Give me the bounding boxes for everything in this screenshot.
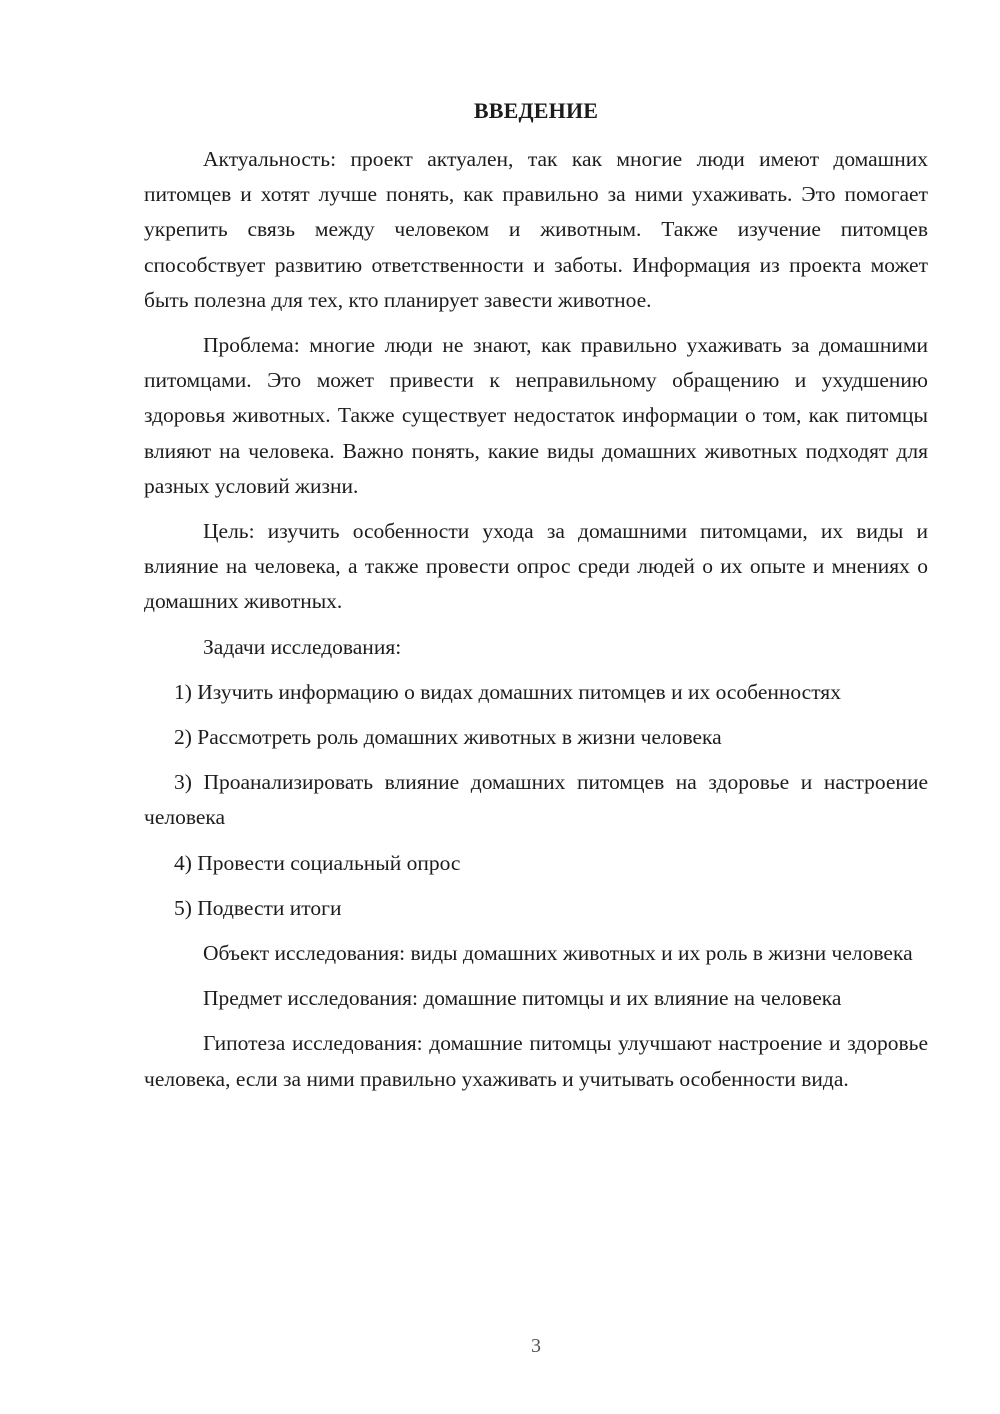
task-item-5: 5) Подвести итоги — [174, 895, 342, 920]
page-number: 3 — [531, 1335, 541, 1357]
task-item-1: 1) Изучить информацию о видах домашних питомцев и их особенностях — [174, 679, 841, 704]
goal-paragraph: Цель: изучить особенности ухода за домашними питомцами, их виды и влияние на человека, а также провести опрос среди людей о их опыте и мнениях о домашних животных. — [144, 519, 928, 614]
document-page — [144, 0, 928, 1414]
object-paragraph: Объект исследования: виды домашних животных и их роль в жизни человека — [203, 941, 913, 966]
document-body — [144, 142, 928, 1107]
section-title: ВВЕДЕНИЕ — [473, 98, 599, 123]
task-item-3: 3) Проанализировать влияние домашних питомцев на здоровье и настроение человека — [144, 770, 928, 830]
task-item-4: 4) Провести социальный опрос — [174, 850, 461, 875]
problem-paragraph: Проблема: многие люди не знают, как правильно ухаживать за домашними питомцами. Это может привести к неправильному обращению и ухудшению здоровья животных. Также существует недостаток информации о том, как питомцы влияют на человека. Важно понять, какие виды домашних животных подходят для разных условий жизни. — [144, 333, 928, 498]
subject-paragraph: Предмет исследования: домашние питомцы и их влияние на человека — [203, 986, 842, 1011]
tasks-heading: Задачи исследования: — [203, 634, 402, 659]
task-item-2: 2) Рассмотреть роль домашних животных в жизни человека — [174, 725, 722, 750]
hypothesis-paragraph: Гипотеза исследования: домашние питомцы улучшают настроение и здоровье человека, если за ними правильно ухаживать и учитывать особенности вида. — [144, 1031, 928, 1091]
relevance-paragraph: Актуальность: проект актуален, так как многие люди имеют домашних питомцев и хотят лучше понять, как правильно за ними ухаживать. Это помогает укрепить связь между человеком и животным. Также изучение питомцев способствует развитию ответственности и заботы. Информация из проекта может быть полезна для тех, кто планирует завести животное. — [144, 147, 928, 312]
